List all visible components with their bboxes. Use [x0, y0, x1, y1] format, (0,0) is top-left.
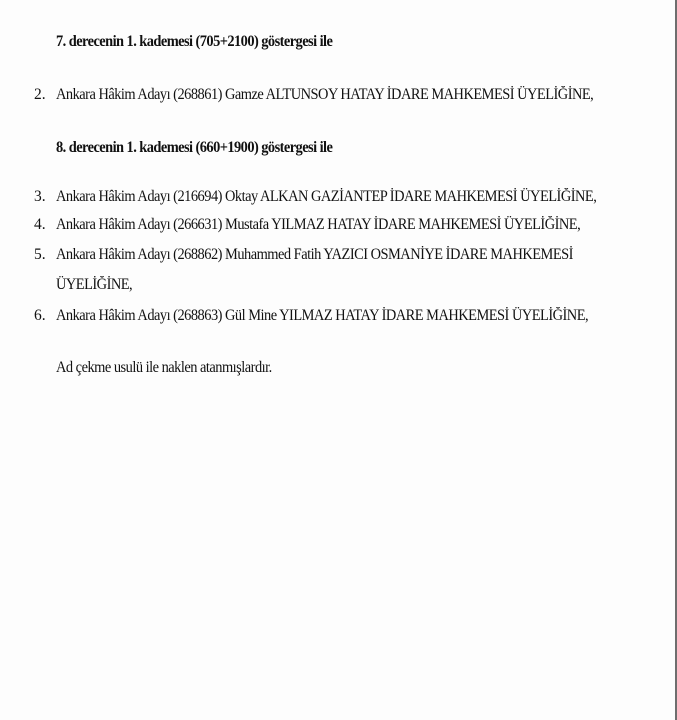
section-heading-8th-degree: 8. derecenin 1. kademesi (660+1900) göstergesi ile — [56, 139, 333, 156]
list-item-number: 5. — [34, 246, 46, 263]
list-item-number: 2. — [34, 86, 46, 103]
list-item-text: Ankara Hâkim Adayı (216694) Oktay ALKAN GAZİANTEP İDARE MAHKEMESİ ÜYELİĞİNE, — [56, 188, 597, 205]
list-item-text-continuation: ÜYELİĞİNE, — [56, 276, 133, 293]
list-item-text: Ankara Hâkim Adayı (268863) Gül Mine YILMAZ HATAY İDARE MAHKEMESİ ÜYELİĞİNE, — [56, 307, 589, 324]
section-heading-7th-degree: 7. derecenin 1. kademesi (705+2100) göstergesi ile — [56, 33, 333, 50]
closing-statement: Ad çekme usulü ile naklen atanmışlardır. — [56, 359, 272, 376]
list-item-number: 3. — [34, 188, 46, 205]
list-item-text: Ankara Hâkim Adayı (268862) Muhammed Fatih YAZICI OSMANİYE İDARE MAHKEMESİ — [56, 246, 573, 263]
list-item-text: Ankara Hâkim Adayı (266631) Mustafa YILMAZ HATAY İDARE MAHKEMESİ ÜYELİĞİNE, — [56, 216, 581, 233]
list-item-text: Ankara Hâkim Adayı (268861) Gamze ALTUNSOY HATAY İDARE MAHKEMESİ ÜYELİĞİNE, — [56, 86, 594, 103]
list-item-number: 4. — [34, 216, 46, 233]
list-item-number: 6. — [34, 307, 46, 324]
